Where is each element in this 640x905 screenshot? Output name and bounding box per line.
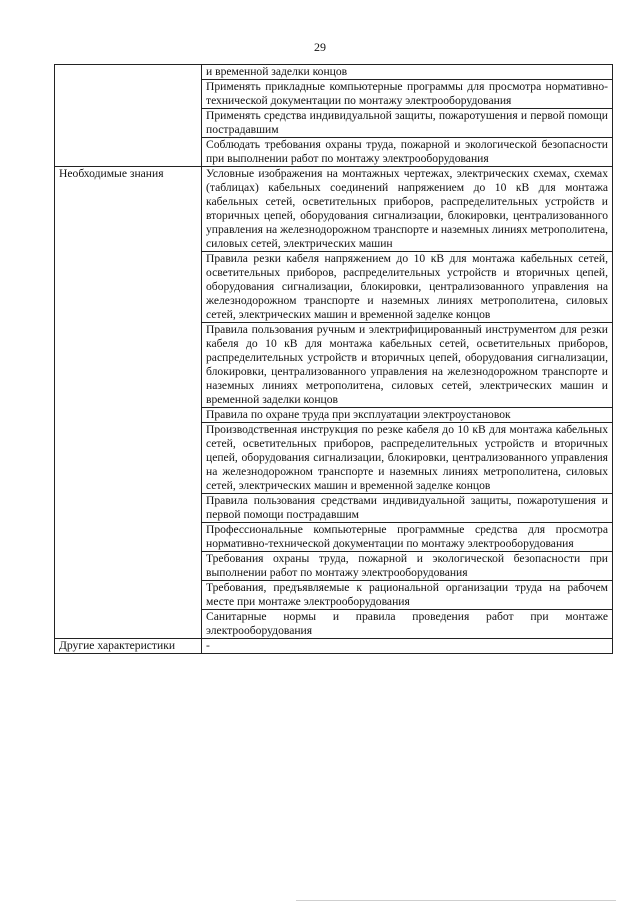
requirement-text: Требования охраны труда, пожарной и экологической безопасности при выполнении работ по монтажу электрооборудования: [202, 552, 613, 581]
requirement-text: Применять средства индивидуальной защиты, пожаротушения и первой помощи пострадавшим: [202, 109, 613, 138]
requirement-text: Правила пользования ручным и электрифицированный инструментом для резки кабеля до 10 кВ для монтажа кабельных сетей, осветительных приборов, распределительных устройств и вторичных цепей, оборудования сигнализации, блокировки, централизованного управления на железнодорожном транспорте и наземных линиях метрополитена, силовых сетей, электрических машин и временной заделки концов: [202, 323, 613, 408]
requirement-text: Правила по охране труда при эксплуатации электроустановок: [202, 408, 613, 423]
requirement-text: Профессиональные компьютерные программные средства для просмотра нормативно-технической документации по монтажу электрооборудования: [202, 523, 613, 552]
requirement-text: Правила пользования средствами индивидуальной защиты, пожаротушения и первой помощи пострадавшим: [202, 494, 613, 523]
requirement-text: Правила резки кабеля напряжением до 10 кВ для монтажа кабельных сетей, осветительных приборов, распределительных устройств и вторичных цепей, оборудования сигнализации, блокировки, централизованного управления на железнодорожном транспорте и наземных линиях метрополитена, силовых сетей, электрических машин и временной заделке концов: [202, 252, 613, 323]
requirement-text: и временной заделки концов: [202, 65, 613, 80]
spec-table-body: [55, 65, 613, 654]
row-label: Необходимые знания: [55, 167, 202, 639]
table-row: [55, 65, 613, 80]
table-row: [55, 167, 613, 252]
row-label: [55, 65, 202, 167]
bottom-divider: [296, 900, 616, 901]
requirement-text: Соблюдать требования охраны труда, пожарной и экологической безопасности при выполнении работ по монтажу электрооборудования: [202, 138, 613, 167]
table-row: [55, 639, 613, 654]
requirement-text: Применять прикладные компьютерные программы для просмотра нормативно-технической документации по монтажу электрооборудования: [202, 80, 613, 109]
page-number: 29: [314, 40, 326, 54]
requirement-text: -: [202, 639, 613, 654]
requirement-text: Санитарные нормы и правила проведения работ при монтаже электрооборудования: [202, 610, 613, 639]
requirement-text: Условные изображения на монтажных чертежах, электрических схемах, схемах (таблицах) кабельных соединений напряжением до 10 кВ для монтажа кабельных сетей, осветительных приборов, распределительных устройств и вторичных цепей, оборудования сигнализации, блокировки, централизованного управления на железнодорожном транспорте и наземных линиях метрополитена, силовых сетей, электрических машин: [202, 167, 613, 252]
requirement-text: Требования, предъявляемые к рациональной организации труда на рабочем месте при монтаже электрооборудования: [202, 581, 613, 610]
requirement-text: Производственная инструкция по резке кабеля до 10 кВ для монтажа кабельных сетей, осветительных приборов, распределительных устройств и вторичных цепей, оборудования сигнализации, блокировки, централизованного управления на железнодорожном транспорте и наземных линиях метрополитена, силовых сетей, электрических машин и временной заделке концов: [202, 423, 613, 494]
row-label: Другие характеристики: [55, 639, 202, 654]
spec-table: [54, 64, 613, 654]
